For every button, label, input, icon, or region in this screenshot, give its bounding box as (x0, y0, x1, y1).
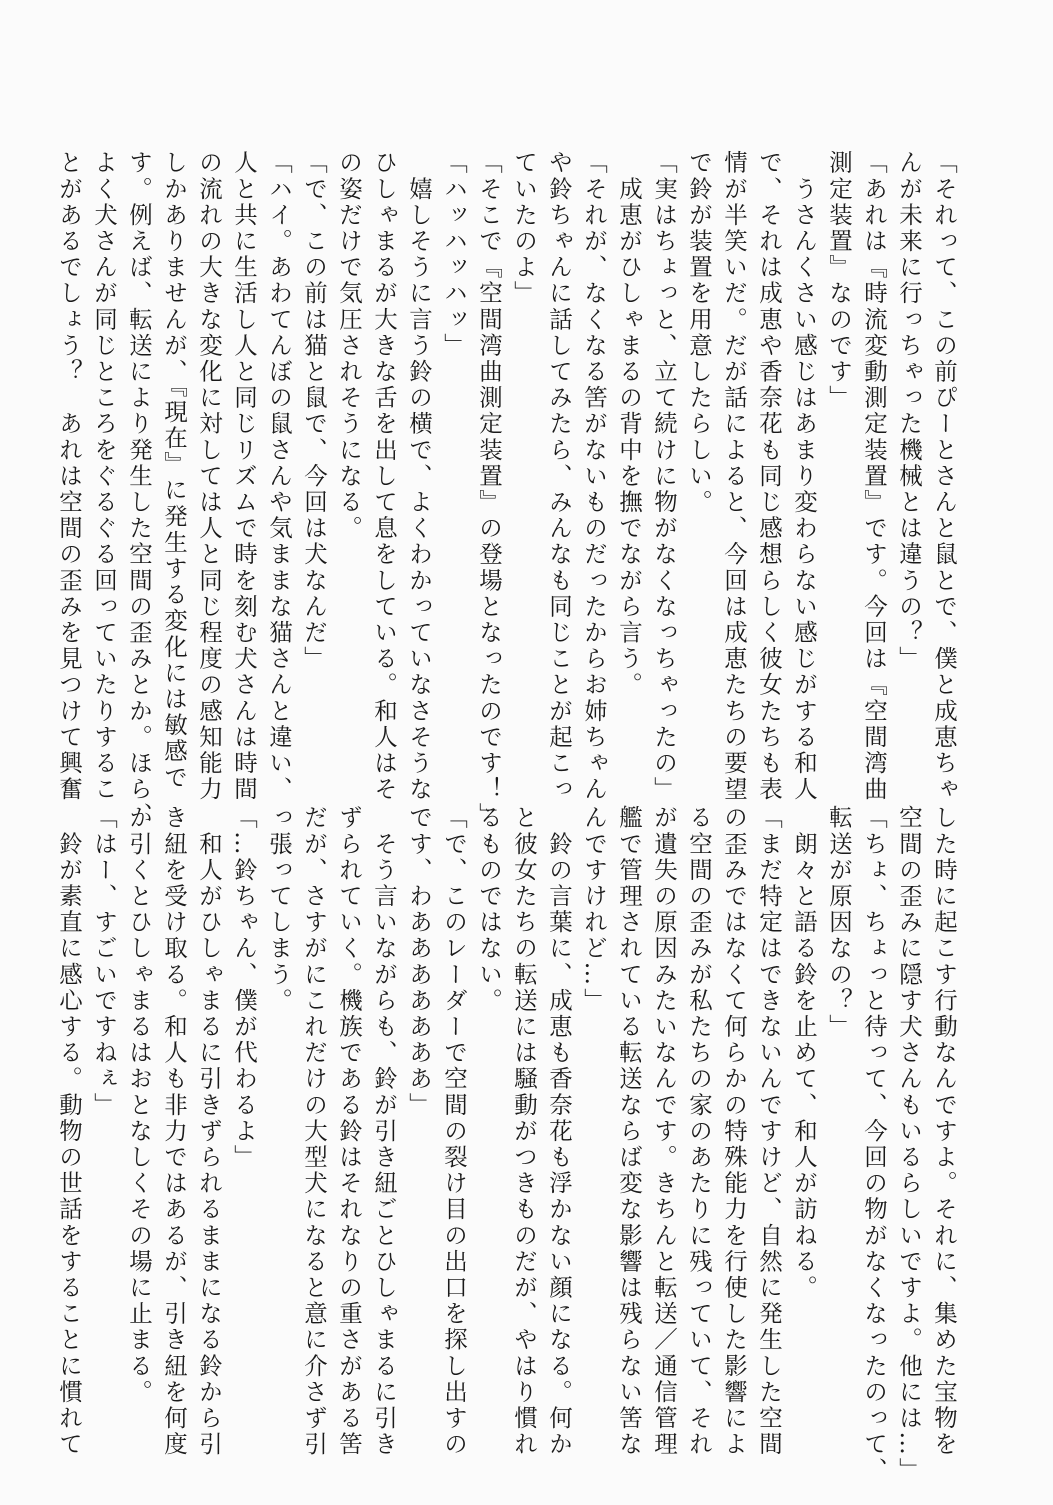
text-line: るものではない。 (475, 805, 503, 1014)
text-line: 嬉しそうに言う鈴の横で、よくわかっていなさそうな (405, 150, 433, 803)
text-line: 「そこで『空間湾曲測定装置』の登場となったのです！」 (475, 150, 503, 829)
text-line: しかありませんが、『現在』に発生する変化には敏感で (160, 150, 188, 791)
text-line: 転送が原因なの？」 (825, 805, 853, 1040)
text-line: 測定装置』なのです」 (825, 150, 853, 411)
text-line: 「…鈴ちゃん、僕が代わるよ」 (230, 805, 258, 1171)
text-line: んが未来に行っちゃった機械とは違うの？」 (895, 150, 923, 672)
text-line: した時に起こす行動なんですよ。それに、集めた宝物を (930, 805, 958, 1458)
text-line: 「で、このレーダーで空間の裂け目の出口を探し出すの (440, 805, 468, 1458)
text-line: 鈴が素直に感心する。動物の世話をすることに慣れて (55, 805, 83, 1458)
text-line: で、それは成恵や香奈花も同じ感想らしく彼女たちも表 (755, 150, 783, 803)
text-line: る空間の歪みが私たちの家のあたりに残っていて、それ (685, 805, 713, 1458)
text-line: とがあるでしょう？ あれは空間の歪みを見つけて興奮 (55, 150, 83, 803)
text-line: 「それが、なくなる筈がないものだったからお姉ちゃん (580, 150, 608, 803)
text-line: っ張ってしまう。 (265, 805, 293, 1014)
text-line: 朗々と語る鈴を止めて、和人が訪ねる。 (790, 805, 818, 1301)
text-block-top (55, 150, 961, 829)
text-line: 成恵がひしゃまるの背中を撫でながら言う。 (615, 150, 643, 699)
text-line: 情が半笑いだ。だが話によると、今回は成恵たちの要望 (720, 150, 748, 803)
text-line: き紐を受け取る。和人も非力ではあるが、引き紐を何度 (160, 805, 188, 1458)
text-line: 人と共に生活し人と同じリズムで時を刻む犬さんは時間 (230, 150, 258, 803)
text-line: の歪みではなくて何らかの特殊能力を行使した影響によ (720, 805, 748, 1458)
text-line: 「それって、この前ぴーとさんと鼠とで、僕と成恵ちゃ (930, 150, 958, 803)
text-line: 「あれは『時流変動測定装置』です。今回は『空間湾曲 (860, 150, 888, 803)
text-line: が遺失の原因みたいなんです。きちんと転送／通信管理 (650, 805, 678, 1458)
text-line: 「で、この前は猫と鼠で、今回は犬なんだ」 (300, 150, 328, 672)
text-line: の流れの大きな変化に対しては人と同じ程度の感知能力 (195, 150, 223, 803)
text-line: す。例えば、転送により発生した空間の歪みとか。ほら、 (125, 150, 153, 829)
text-line: で鈴が装置を用意したらしい。 (685, 150, 713, 516)
text-line: 「まだ特定はできないんですけど、自然に発生した空間 (755, 805, 783, 1458)
text-line: 「ハッハッハッ」 (440, 150, 468, 359)
text-line: 「ハイ。あわてんぼの鼠さんや気ままな猫さんと違い、 (265, 150, 293, 803)
text-line: だが、さすがにこれだけの大型犬になると意に介さず引 (300, 805, 328, 1458)
text-line: ていたのよ」 (510, 150, 538, 307)
text-line: ひしゃまるが大きな舌を出して息をしている。和人はそ (370, 150, 398, 803)
text-line: 鈴の言葉に、成恵も香奈花も浮かない顔になる。何か (545, 805, 573, 1458)
text-block-bottom (55, 805, 961, 1484)
text-line: んですけれど…」 (580, 805, 608, 1014)
text-line: です、わあああああああ」 (405, 805, 433, 1119)
text-line: や鈴ちゃんに話してみたら、みんなも同じことが起こっ (545, 150, 573, 803)
text-line: か引くとひしゃまるはおとなしくその場に止まる。 (125, 805, 153, 1406)
text-line: 「はー、すごいですねぇ」 (90, 805, 118, 1119)
text-line: 艦で管理されている転送ならば変な影響は残らない筈な (615, 805, 643, 1458)
text-line: ずられていく。機族である鈴はそれなりの重さがある筈 (335, 805, 363, 1458)
text-line: と彼女たちの転送には騒動がつきものだが、やはり慣れ (510, 805, 538, 1458)
text-line: 空間の歪みに隠す犬さんもいるらしいですよ。他には…」 (895, 805, 923, 1484)
text-line: 和人がひしゃまるに引きずられるままになる鈴から引 (195, 805, 223, 1458)
text-line: うさんくさい感じはあまり変わらない感じがする和人 (790, 150, 818, 803)
text-line: そう言いながらも、鈴が引き紐ごとひしゃまるに引き (370, 805, 398, 1458)
text-line: 「実はちょっと、立て続けに物がなくなっちゃったの」 (650, 150, 678, 803)
text-line: の姿だけで気圧されそうになる。 (335, 150, 363, 542)
text-line: 「ちょ、ちょっと待って、今回の物がなくなったのって、 (860, 805, 888, 1484)
text-line: よく犬さんが同じところをぐるぐる回っていたりするこ (90, 150, 118, 803)
